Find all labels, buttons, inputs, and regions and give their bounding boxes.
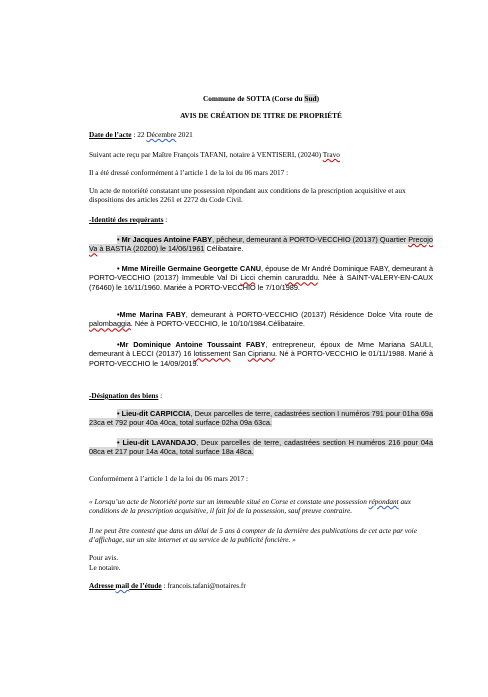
law-quote-2: Il ne peut être contesté que dans un délai de 5 ans à compter de la dernière des publications de cet acte par voie d’affichage, sur un site internet et au service de la publicité foncière. » [89,526,417,545]
conformement-line: Conformément à l’article 1 de la loi du 06 mars 2017 : [89,474,249,483]
requerant-marina-faby: •Mme Marina FABY, demeurant à PORTO-VECCHIO (20137) Résidence Dolce Vita route de palombaggia. Née à PORTO-VECCHIO, le 10/10/1984.Célibataire. [89,310,433,329]
acte-recu: Suivant acte reçu par Maître François TAFANI, notaire à VENTISERI, (20240) Travo [89,150,340,159]
date-acte: Date de l’acte : 22 Décembre 2021 [89,130,193,139]
email-address: francois.tafani@notaires.fr [167,581,246,590]
adresse-mail: Adresse mail de l’étude : francois.tafani@notaires.fr [89,581,246,590]
commune-title: Commune de SOTTA (Corse du Sud) [202,94,320,103]
pour-avis: Pour avis. [89,553,119,562]
bien-carpiccia: • Lieu-dit CARPICCIA, Deux parcelles de terre, cadastrées section I numéros 791 pour 01ha 69a 23ca et 792 pour 40a 40ca, total surface 02ha 09a 63ca. [89,409,433,428]
law-quote-1: « Lorsqu’un acte de Notoriété porte sur un immeuble situé en Corse et constate une possession répondant aux conditions de la prescription acquisitive, il fait foi de la possession, sauf preuve contraire. [89,497,412,516]
requerant-jacques-antoine-faby: • Mr Jacques Antoine FABY, pêcheur, demeurant à PORTO-VECCHIO (20137) Quartier Precojo Va à BASTIA (20200) le 14/06/1961 Célibataire. [89,235,433,254]
requerant-mireille-canu: • Mme Mireille Germaine Georgette CANU, épouse de Mr André Dominique FABY, demeurant à PORTO-VECCHIO (20137) Immeuble Val Di Licci chemin caruraddu. Née à SAINT-VALERY-EN-CAUX (76460) le 16/11/1960. Mariée à PORTO-VECCHIO le 7/10/1989. [89,264,434,292]
biens-heading: -Désignation des biens : [89,391,163,400]
notice-title: AVIS DE CRÉATION DE TITRE DE PROPRIÉTÉ [180,111,342,120]
notoriete-paragraph: Un acte de notoriété constatant une possession répondant aux conditions de la prescription acquisitive et aux dispositions des articles 2261 et 2272 du Code Civil. [89,186,406,205]
requerants-heading: -Identité des requérants : [89,215,168,224]
requerant-dominique-faby: •Mr Dominique Antoine Toussaint FABY, entrepreneur, époux de Mme Mariana SAULI, demeurant à LECCI (20137) 16 lotissement San Ciprianu. Né à PORTO-VECCHIO le 01/11/1988. Marié à PORTO-VECCHIO le 14/09/2019. [89,340,434,368]
le-notaire: Le notaire. [89,563,121,572]
article-reference: Il a été dressé conformément à l’article 1 de la loi du 06 mars 2017 : [89,168,289,177]
bien-lavandajo: • Lieu-dit LAVANDAJO, Deux parcelles de terre, cadastrées section H numéros 216 pour 04a 08ca et 217 pour 14a 40ca, total surface 18a 48ca. [89,438,433,457]
